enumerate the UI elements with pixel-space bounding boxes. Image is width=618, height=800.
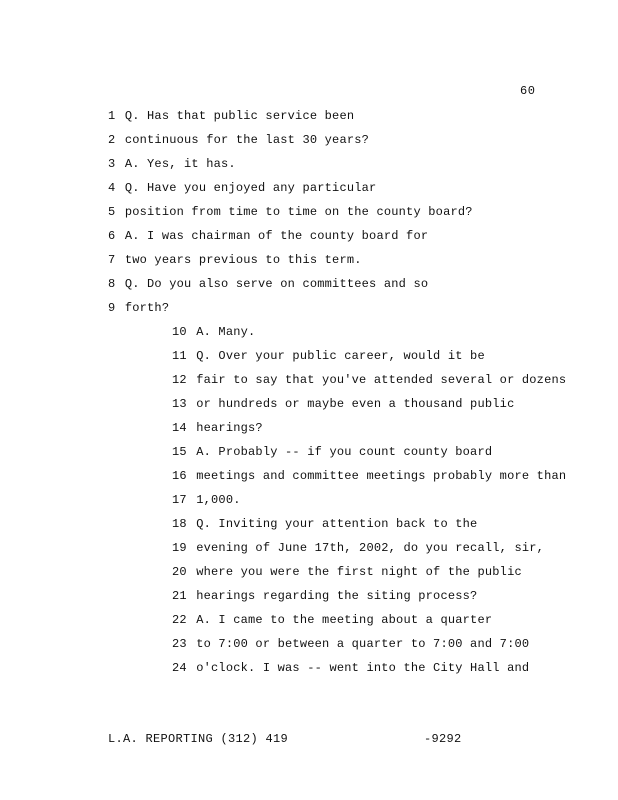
line-text: Q. Have you enjoyed any particular — [124, 181, 377, 195]
transcript-line — [108, 108, 354, 124]
line-number: 24 — [172, 661, 187, 675]
reporter-name: L.A. REPORTING (312) 419 — [108, 732, 289, 746]
line-number: 10 — [172, 325, 187, 339]
line-number: 18 — [172, 517, 187, 531]
transcript-line — [108, 228, 428, 244]
transcript-line — [172, 588, 477, 604]
reporter-phone-tail: -9292 — [424, 732, 462, 746]
line-text: A. Many. — [196, 325, 256, 339]
transcript-line — [108, 180, 376, 196]
transcript-line — [172, 396, 514, 412]
line-text: Q. Has that public service been — [124, 109, 355, 123]
line-number: 22 — [172, 613, 187, 627]
line-number: 13 — [172, 397, 187, 411]
line-number: 6 — [108, 229, 116, 243]
transcript-line — [172, 612, 492, 628]
line-text: position from time to time on the county board? — [124, 205, 473, 219]
transcript-line — [108, 156, 236, 172]
line-number: 9 — [108, 301, 116, 315]
line-number: 5 — [108, 205, 116, 219]
line-number: 23 — [172, 637, 187, 651]
line-text: hearings? — [196, 421, 263, 435]
line-text: forth? — [124, 301, 170, 315]
transcript-line — [172, 468, 566, 484]
line-text: fair to say that you've attended several or dozens — [196, 373, 567, 387]
page-number: 60 — [520, 84, 536, 98]
line-number: 21 — [172, 589, 187, 603]
transcript-line — [108, 300, 169, 316]
transcript-line — [172, 348, 485, 364]
line-number: 16 — [172, 469, 187, 483]
line-text: continuous for the last 30 years? — [124, 133, 370, 147]
line-text: hearings regarding the siting process? — [196, 589, 478, 603]
transcript-line — [172, 516, 477, 532]
line-number: 17 — [172, 493, 187, 507]
line-text: A. I came to the meeting about a quarter — [196, 613, 493, 627]
line-text: Q. Inviting your attention back to the — [196, 517, 478, 531]
reporter-footer — [108, 732, 462, 746]
transcript-line — [108, 276, 428, 292]
transcript-line — [172, 564, 522, 580]
line-text: meetings and committee meetings probably more than — [196, 469, 567, 483]
line-number: 8 — [108, 277, 116, 291]
line-text: A. Probably -- if you count county board — [196, 445, 493, 459]
line-number: 3 — [108, 157, 116, 171]
transcript-line — [172, 372, 566, 388]
line-number: 12 — [172, 373, 187, 387]
transcript-line — [172, 420, 263, 436]
transcript-line — [172, 324, 255, 340]
line-text: A. Yes, it has. — [124, 157, 236, 171]
line-text: Q. Do you also serve on committees and so — [124, 277, 429, 291]
transcript-line — [172, 444, 492, 460]
line-number: 7 — [108, 253, 116, 267]
line-number: 14 — [172, 421, 187, 435]
line-text: o'clock. I was -- went into the City Hall and — [196, 661, 530, 675]
line-text: two years previous to this term. — [124, 253, 362, 267]
transcript-line — [172, 660, 529, 676]
line-text: or hundreds or maybe even a thousand public — [196, 397, 515, 411]
line-number: 20 — [172, 565, 187, 579]
line-text: A. I was chairman of the county board for — [124, 229, 429, 243]
transcript-line — [108, 204, 473, 220]
line-number: 11 — [172, 349, 187, 363]
line-number: 1 — [108, 109, 116, 123]
line-number: 4 — [108, 181, 116, 195]
line-text: 1,000. — [196, 493, 241, 507]
transcript-line — [172, 492, 241, 508]
transcript-line — [108, 252, 362, 268]
transcript-line — [108, 132, 369, 148]
line-number: 19 — [172, 541, 187, 555]
line-text: evening of June 17th, 2002, do you recall, sir, — [196, 541, 545, 555]
transcript-line — [172, 540, 544, 556]
line-number: 15 — [172, 445, 187, 459]
line-text: where you were the first night of the public — [196, 565, 522, 579]
line-text: Q. Over your public career, would it be — [196, 349, 485, 363]
line-number: 2 — [108, 133, 116, 147]
line-text: to 7:00 or between a quarter to 7:00 and 7:00 — [196, 637, 530, 651]
transcript-line — [172, 636, 529, 652]
